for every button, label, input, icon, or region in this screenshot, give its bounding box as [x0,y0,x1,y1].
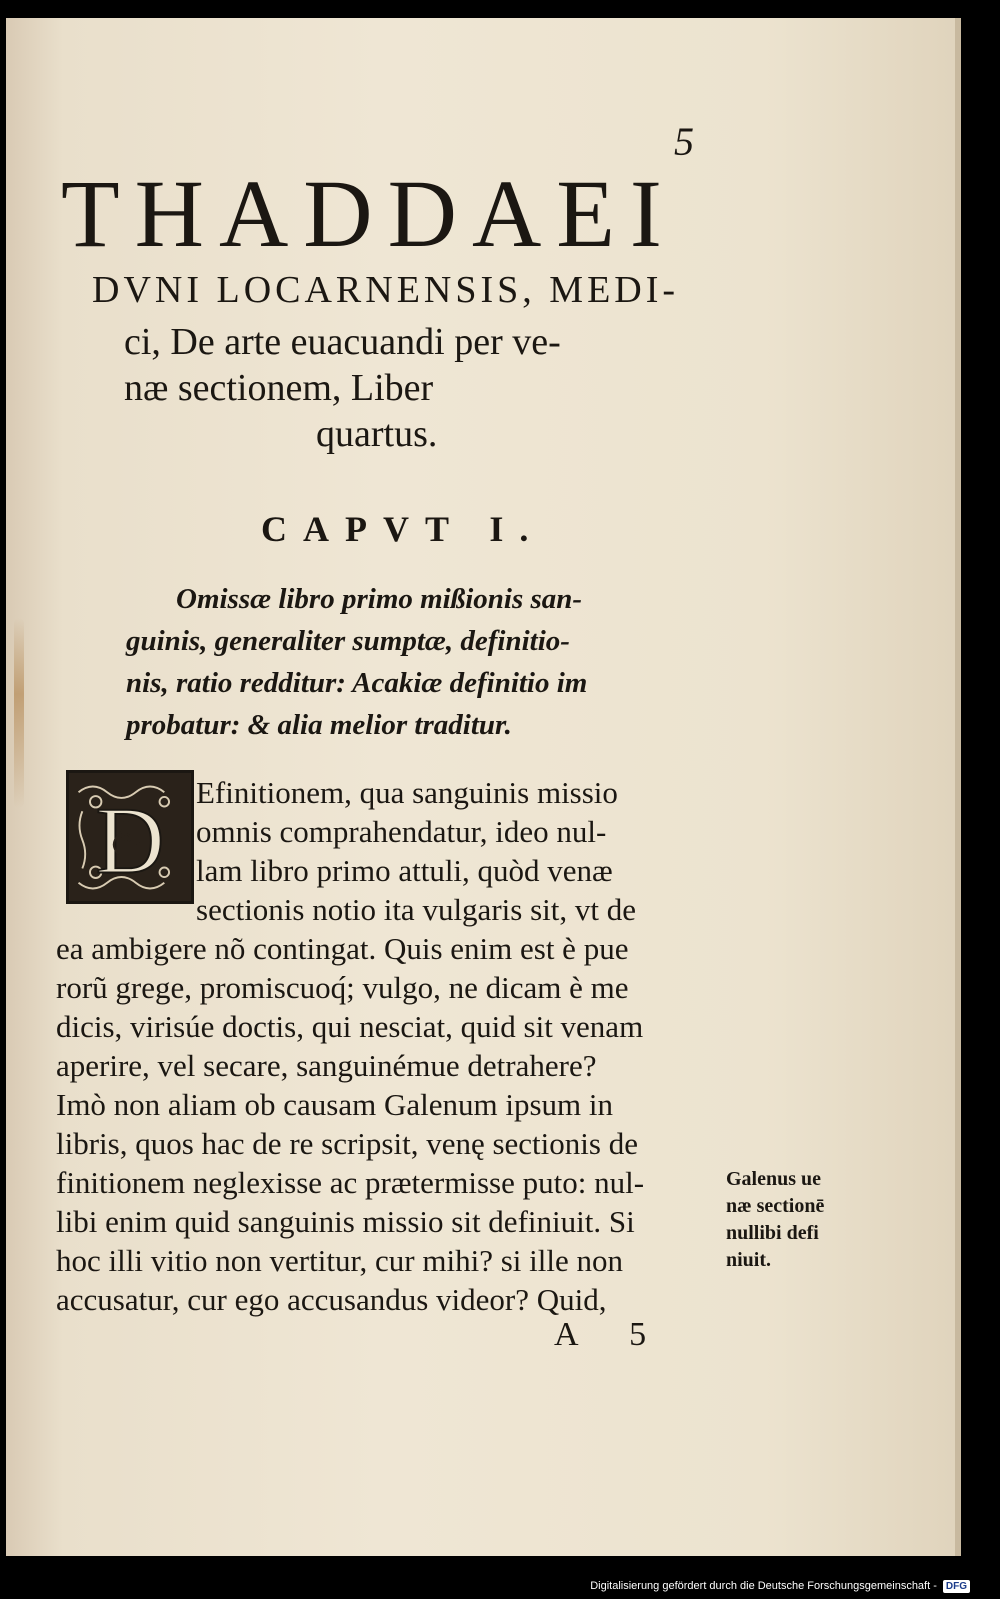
body-line: finitionem neglexisse ac prætermisse puto: nul- [56,1165,645,1200]
signature-mark: A 5 [554,1316,669,1353]
body-line: lam libro primo attuli, quòd venæ [196,853,613,888]
subtitle-line: quartus. [316,413,438,455]
page-number: 5 [674,119,694,164]
body-line: omnis comprahendatur, ideo nul- [196,814,607,849]
digitization-footer [590,1577,970,1595]
marginal-line: næ sectionē [726,1195,825,1217]
subtitle-line: DVNI LOCARNENSIS, MEDI- [92,269,680,311]
body-line: libris, quos hac de re scripsit, venę sectionis de [56,1126,638,1161]
summary-line: probatur: & alia melior traditur. [126,709,512,741]
body-line: accusatur, cur ego accusandus videor? Quid, [56,1282,607,1317]
book-page [6,18,961,1556]
initial-letter: D [95,787,165,894]
marginal-line: Galenus ue [726,1168,822,1190]
marginal-line: niuit. [726,1249,772,1271]
page-crease [14,618,24,808]
subtitle-line: næ sectionem, Liber [124,367,434,409]
marginal-line: nullibi defi [726,1222,819,1244]
body-line: aperire, vel secare, sanguinémue detrahere? [56,1048,597,1083]
subtitle-line: ci, De arte euacuandi per ve- [124,321,561,363]
footer-text: Digitalisierung gefördert durch die Deutsche Forschungsgemeinschaft - [590,1580,937,1592]
summary-line: Omissæ libro primo mißionis san- [176,583,583,615]
body-line: libi enim quid sanguinis missio sit definiuit. Si [56,1204,635,1239]
dfg-logo: DFG [943,1580,970,1593]
summary-line: nis, ratio redditur: Acakiæ definitio im [126,667,588,699]
body-line: dicis, virisúe doctis, qui nesciat, quid sit venam [56,1009,644,1044]
body-line: hoc illi vitio non vertitur, cur mihi? si ille non [56,1243,624,1278]
body-text [56,773,736,1319]
body-line: rorũ grege, promiscuoq́; vulgo, ne dicam è me [56,970,629,1005]
chapter-summary [126,578,686,746]
body-line: ea ambigere nõ contingat. Quis enim est è pue [56,931,629,966]
summary-line: guinis, generaliter sumptæ, definitio- [126,625,570,657]
page-title: THADDAEI [61,160,677,267]
body-line: Efinitionem, qua sanguinis missio [196,775,618,810]
body-line: Imò non aliam ob causam Galenum ipsum in [56,1087,614,1122]
body-line: sectionis notio ita vulgaris sit, vt de [196,892,636,927]
subtitle [92,268,724,456]
marginal-note [726,1166,866,1274]
chapter-heading: CAPVT I. [261,509,545,549]
